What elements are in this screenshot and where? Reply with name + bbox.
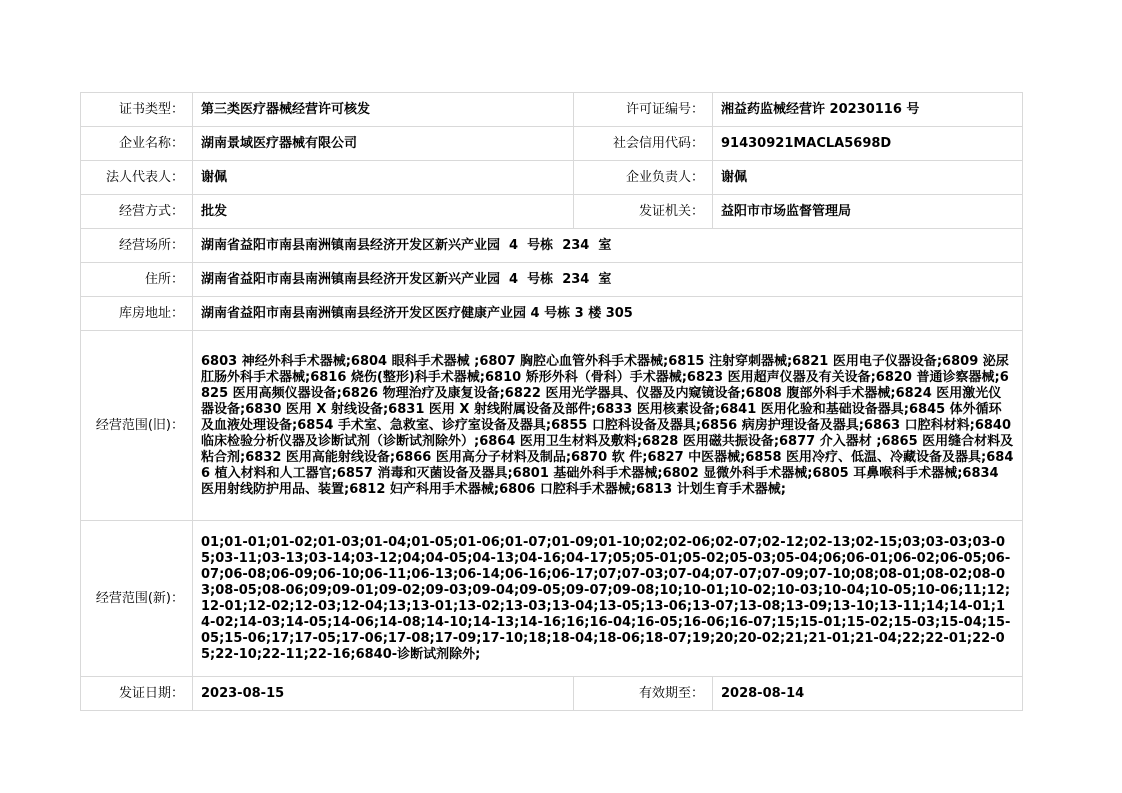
company-label: 企业名称： (81, 127, 193, 161)
row-scope-old (81, 331, 1023, 521)
row-warehouse (81, 297, 1023, 331)
row-mode (81, 195, 1023, 229)
license-no-label: 许可证编号： (574, 93, 713, 127)
scope-old-value: 6803 神经外科手术器械;6804 眼科手术器械 ;6807 胸腔心血管外科手术器械;6815 注射穿刺器械;6821 医用电子仪器设备;6809 泌尿肛肠外科手术器械;6816 烧伤(整形)科手术器械;6810 矫形外科（骨科）手术器械;6823 医用超声仪器及有关设备;6820 普通诊察器械;6825 医用高频仪器设备;6826 物理治疗及康复设备;6822 医用光学器具、仪器及内窥镜设备;6808 腹部外科手术器械;6824 医用激光仪器设备;6830 医用 X 射线设备;6831 医用 X 射线附属设备及部件;6833 医用核素设备;6841 医用化验和基础设备器具;6845 体外循环及血液处理设备;6854 手术室、急救室、诊疗室设备及器具;6855 口腔科设备及器具;6856 病房护理设备及器具;6863 口腔科材料;6840 临床检验分析仪器及诊断试剂（诊断试剂除外）;6864 医用卫生材料及敷料;6828 医用磁共振设备;6877 介入器材 ;6865 医用缝合材料及粘合剂;6832 医用高能射线设备;6866 医用高分子材料及制品;6870 软 件;6827 中医器械;6858 医用冷疗、低温、冷藏设备及器具;6846 植入材料和人工器官;6857 消毒和灭菌设备及器具;6801 基础外科手术器械;6802 显微外科手术器械;6805 耳鼻喉科手术器械;6834 医用射线防护用品、装置;6812 妇产科用手术器械;6806 口腔科手术器械;6813 计划生育手术器械; (193, 331, 1023, 521)
premises-value: 湖南省益阳市南县南洲镇南县经济开发区新兴产业园 4 号栋 234 室 (193, 229, 1023, 263)
legal-rep-label: 法人代表人： (81, 161, 193, 195)
mode-label: 经营方式： (81, 195, 193, 229)
issue-date-label: 发证日期： (81, 677, 193, 711)
row-scope-new (81, 521, 1023, 677)
row-cert-type (81, 93, 1023, 127)
scope-new-value: 01;01-01;01-02;01-03;01-04;01-05;01-06;01-07;01-09;01-10;02;02-06;02-07;02-12;02-13;02-15;03;03-03;03-05;03-11;03-13;03-14;03-12;04;04-05;04-13;04-16;04-17;05;05-01;05-02;05-03;05-04;06;06-01;06-02;06-05;06-07;06-08;06-09;06-10;06-11;06-13;06-14;06-16;06-17;07;07-03;07-04;07-07;07-09;07-10;08;08-01;08-02;08-03;08-05;08-06;09;09-01;09-02;09-03;09-04;09-05;09-07;09-08;10;10-01;10-02;10-03;10-04;10-05;10-06;11;12;12-01;12-02;12-03;12-04;13;13-01;13-02;13-03;13-04;13-05;13-06;13-07;13-08;13-09;13-10;13-11;14;14-01;14-02;14-03;14-05;14-06;14-08;14-10;14-13;14-16;16;16-04;16-05;16-06;16-07;15;15-01;15-02;15-03;15-04;15-05;15-06;17;17-05;17-06;17-08;17-09;17-10;18;18-04;18-06;18-07;19;20;20-02;21;21-01;21-04;22;22-01;22-05;22-10;22-11;22-16;6840-诊断试剂除外; (193, 521, 1023, 677)
valid-until-label: 有效期至： (574, 677, 713, 711)
scope-new-label: 经营范围(新)： (81, 521, 193, 677)
legal-rep-value: 谢佩 (193, 161, 574, 195)
cert-type-value: 第三类医疗器械经营许可核发 (193, 93, 574, 127)
issuer-label: 发证机关： (574, 195, 713, 229)
credit-code-value: 91430921MACLA5698D (713, 127, 1023, 161)
row-company (81, 127, 1023, 161)
row-residence (81, 263, 1023, 297)
company-value: 湖南景域医疗器械有限公司 (193, 127, 574, 161)
residence-value: 湖南省益阳市南县南洲镇南县经济开发区新兴产业园 4 号栋 234 室 (193, 263, 1023, 297)
credit-code-label: 社会信用代码： (574, 127, 713, 161)
residence-label: 住所： (81, 263, 193, 297)
row-dates (81, 677, 1023, 711)
warehouse-value: 湖南省益阳市南县南洲镇南县经济开发区医疗健康产业园 4 号栋 3 楼 305 (193, 297, 1023, 331)
row-legal-rep (81, 161, 1023, 195)
cert-type-label: 证书类型： (81, 93, 193, 127)
warehouse-label: 库房地址： (81, 297, 193, 331)
row-premises (81, 229, 1023, 263)
valid-until-value: 2028-08-14 (713, 677, 1023, 711)
principal-label: 企业负责人： (574, 161, 713, 195)
license-info-table (80, 92, 1023, 711)
license-no-value: 湘益药监械经营许 20230116 号 (713, 93, 1023, 127)
issuer-value: 益阳市市场监督管理局 (713, 195, 1023, 229)
issue-date-value: 2023-08-15 (193, 677, 574, 711)
principal-value: 谢佩 (713, 161, 1023, 195)
scope-old-label: 经营范围(旧)： (81, 331, 193, 521)
premises-label: 经营场所： (81, 229, 193, 263)
mode-value: 批发 (193, 195, 574, 229)
